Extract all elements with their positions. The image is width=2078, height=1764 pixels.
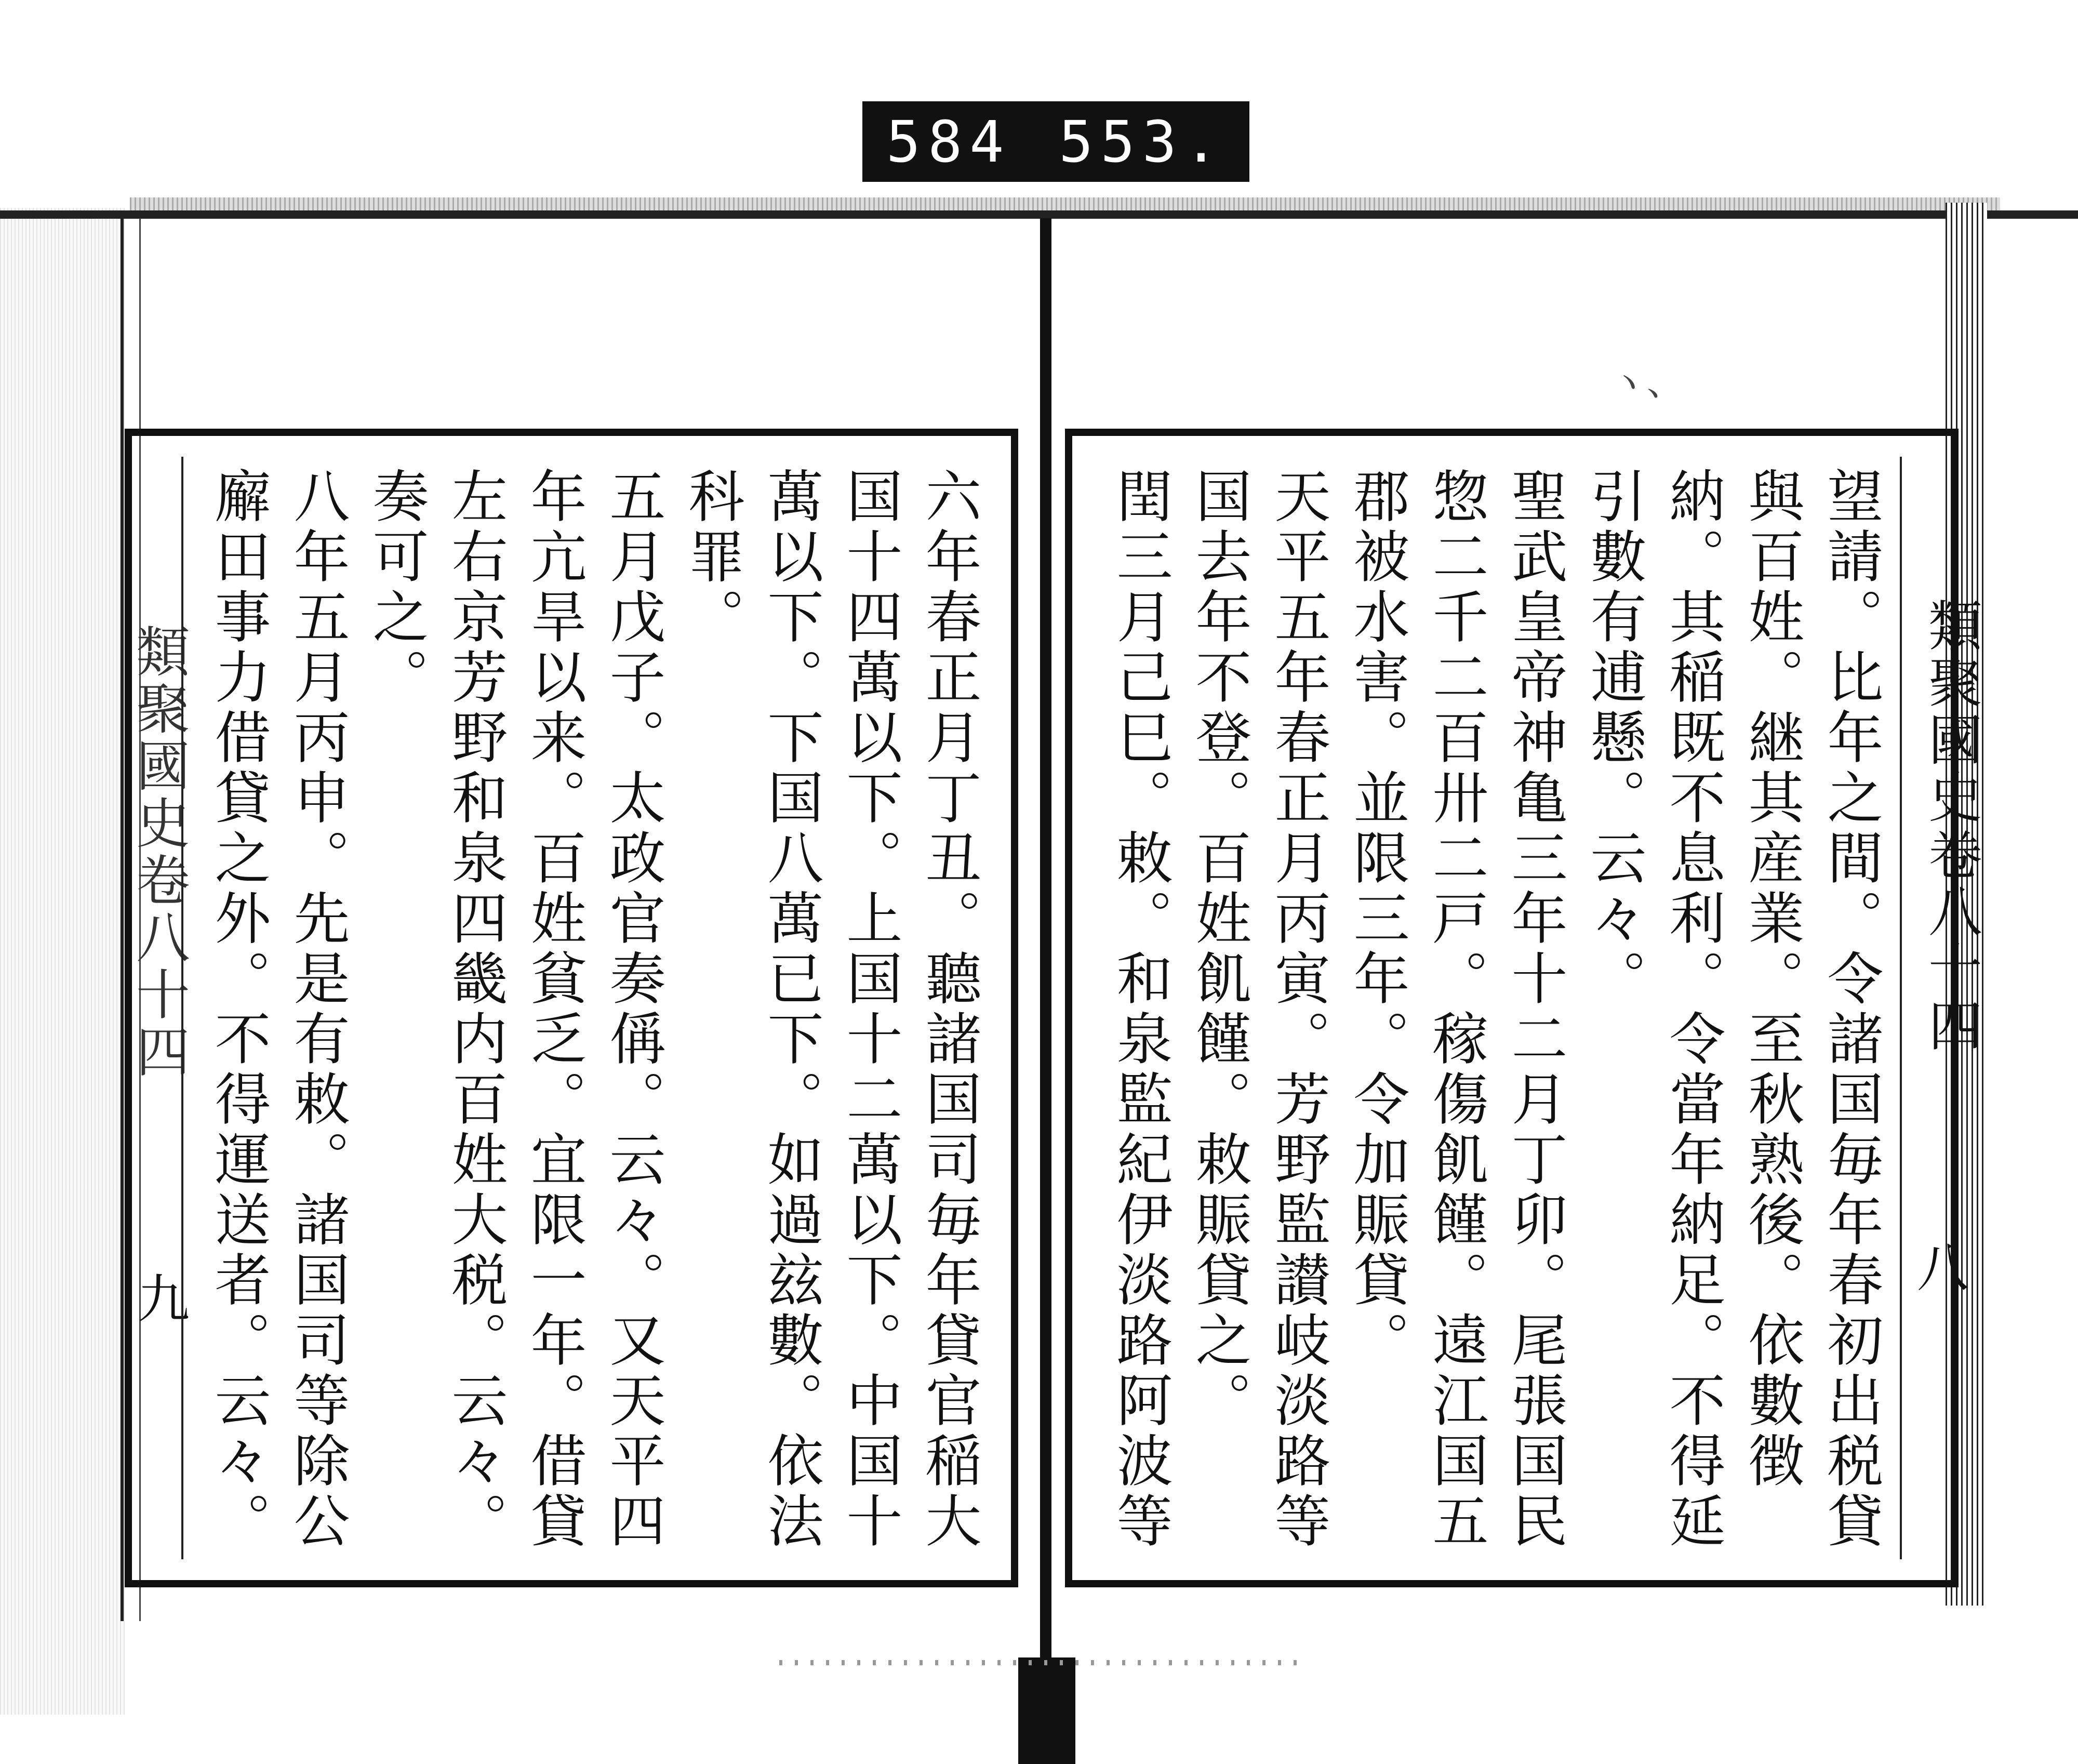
left-page-body-text: 六年春正月丁丑。聽諸国司毎年貸官稲大国十四萬以下。上国十二萬以下。中国十萬以下。下国八萬已下。如過玆數。依法科罪。 五月戊子。太政官奏偁。云々。又天平四年亢旱以来。百姓貧乏。宜限一年。借貸左右京芳野和泉四畿内百姓大税。云々。奏可之。 八年五月丙申。先是有敕。諸国司等除公廨田事力借貸之外。不得運送者。云々。 — [205, 467, 981, 1552]
stray-marginal-mark: ヽ、 — [1610, 361, 1683, 404]
left-page-folio: 九 — [138, 1269, 190, 1330]
catalog-number-right: 553. — [1059, 108, 1226, 175]
right-page-text-area — [1085, 457, 1902, 1559]
left-page-frame — [125, 429, 1018, 1587]
scan-dot-artifacts — [779, 1660, 1299, 1665]
scan-noise — [0, 208, 125, 1715]
left-page-text-area — [181, 457, 998, 1559]
book-spine — [1040, 218, 1051, 1663]
catalog-number-left: 584 — [886, 108, 1011, 175]
right-page-body-text: 望請。比年之間。令諸国毎年春初出税貸與百姓。継其産業。至秋熟後。依數徴納。其稲既不息利。令當年納足。不得延引數有逋懸。云々。 聖武皇帝神亀三年十二月丁卯。尾張国民惣二千二百卅二戸。稼傷飢饉。遠江国五郡被水害。並限三年。令加賑貸。 天平五年春正月丙寅。芳野監讃岐淡路等国去年不登。百姓飢饉。敕賑貸之。 閏三月己巳。敕。和泉監紀伊淡路阿波等 — [1107, 467, 1883, 1552]
right-page-folio: 八 — [1917, 1238, 1969, 1298]
top-rule-shading — [130, 197, 2000, 212]
top-binding-rule — [0, 210, 2078, 219]
book-spine-foot — [1018, 1657, 1075, 1764]
catalog-label — [862, 101, 1249, 182]
left-page-running-title: 類聚國史卷八十四 — [127, 624, 190, 1081]
right-page-running-title: 類聚國史卷八十四 — [1919, 598, 1982, 1055]
right-page-frame — [1065, 429, 1959, 1587]
